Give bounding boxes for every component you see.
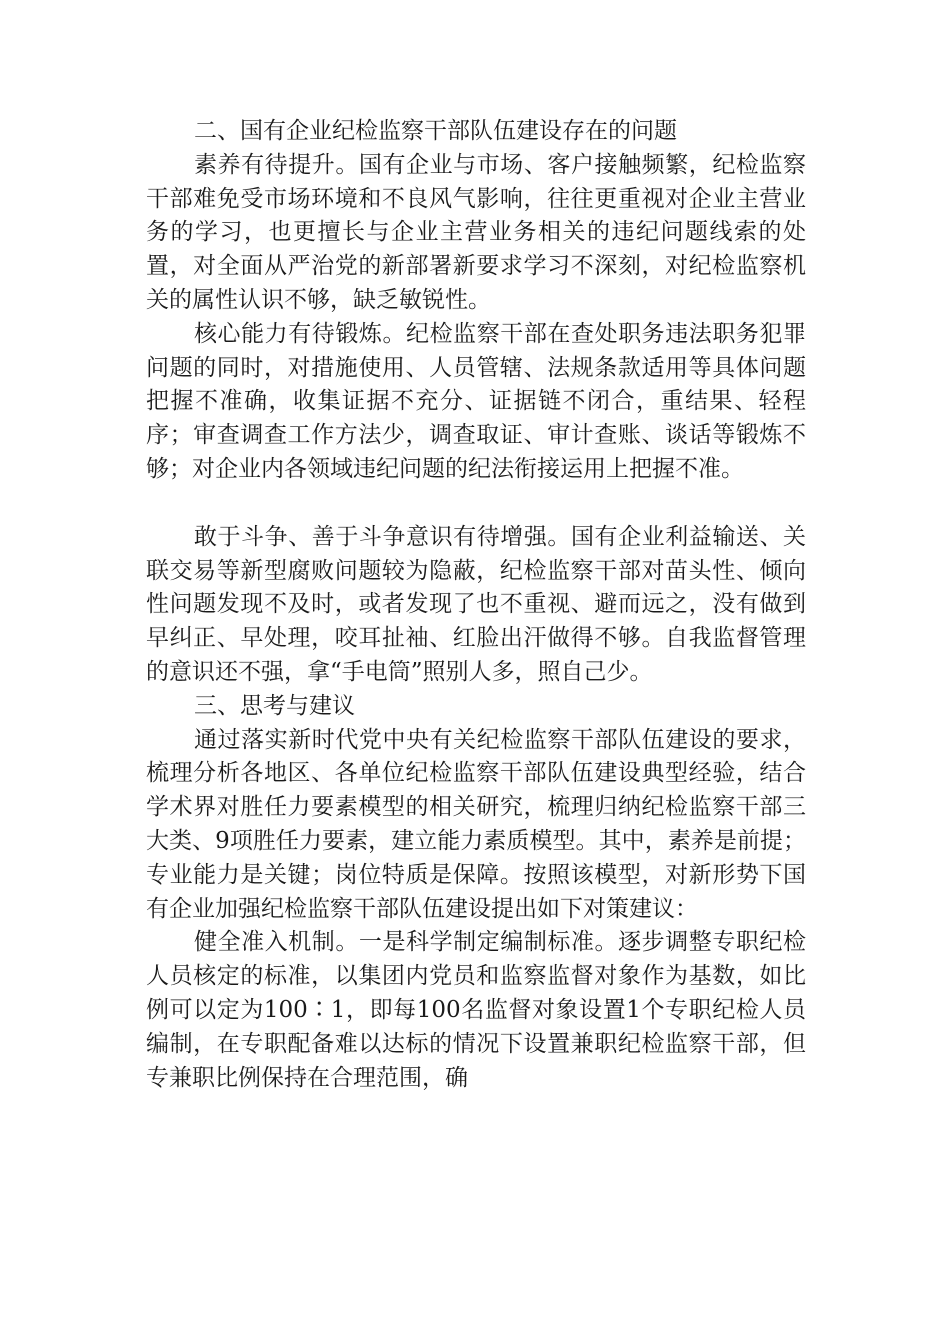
paragraph-admission-mechanism: 健全准入机制。一是科学制定编制标准。逐步调整专职纪检人员核定的标准，以集团内党员和监察监督对象作为基数，如比例可以定为100∶1，即每100名监督对象设置1个专职纪检人员编制，在专职配备难以达标的情况下设置兼职纪检监察干部，但专兼职比例保持在合理范围，确 [146, 929, 806, 1091]
paragraph-literacy: 素养有待提升。国有企业与市场、客户接触频繁，纪检监察干部难免受市场环境和不良风气影响，往往更重视对企业主营业务的学习，也更擅长与企业主营业务相关的违纪问题线索的处置，对全面从严治党的新部署新要求学习不深刻，对纪检监察机关的属性认识不够，缺乏敏锐性。 [146, 151, 806, 313]
section-heading-2: 二、国有企业纪检监察干部队伍建设存在的问题 [194, 118, 677, 144]
paragraph-struggle: 敢于斗争、善于斗争意识有待增强。国有企业利益输送、关联交易等新型腐败问题较为隐蔽，纪检监察干部对苗头性、倾向性问题发现不及时，或者发现了也不重视、避而远之，没有做到早纠正、早处理，咬耳扯袖、红脸出汗做得不够。自我监督管理的意识还不强，拿“手电筒”照别人多，照自己少。 [146, 523, 806, 685]
section-heading-3: 三、思考与建议 [194, 692, 355, 719]
document-page [146, 115, 806, 1095]
paragraph-suggestions-intro: 通过落实新时代党中央有关纪检监察干部队伍建设的要求，梳理分析各地区、各单位纪检监察干部队伍建设典型经验，结合学术界对胜任力要素模型的相关研究，梳理归纳纪检监察干部三大类、9项胜任力要素，建立能力素质模型。其中，素养是前提；专业能力是关键；岗位特质是保障。按照该模型，对新形势下国有企业加强纪检监察干部队伍建设提出如下对策建议： [146, 726, 806, 922]
paragraph-core-ability: 核心能力有待锻炼。纪检监察干部在查处职务违法职务犯罪问题的同时，对措施使用、人员管辖、法规条款适用等具体问题把握不准确，收集证据不充分、证据链不闭合，重结果、轻程序；审查调查工作方法少，调查取证、审计查账、谈话等锻炼不够；对企业内各领域违纪问题的纪法衔接运用上把握不准。 [146, 320, 806, 482]
paragraph-spacer [146, 487, 806, 521]
